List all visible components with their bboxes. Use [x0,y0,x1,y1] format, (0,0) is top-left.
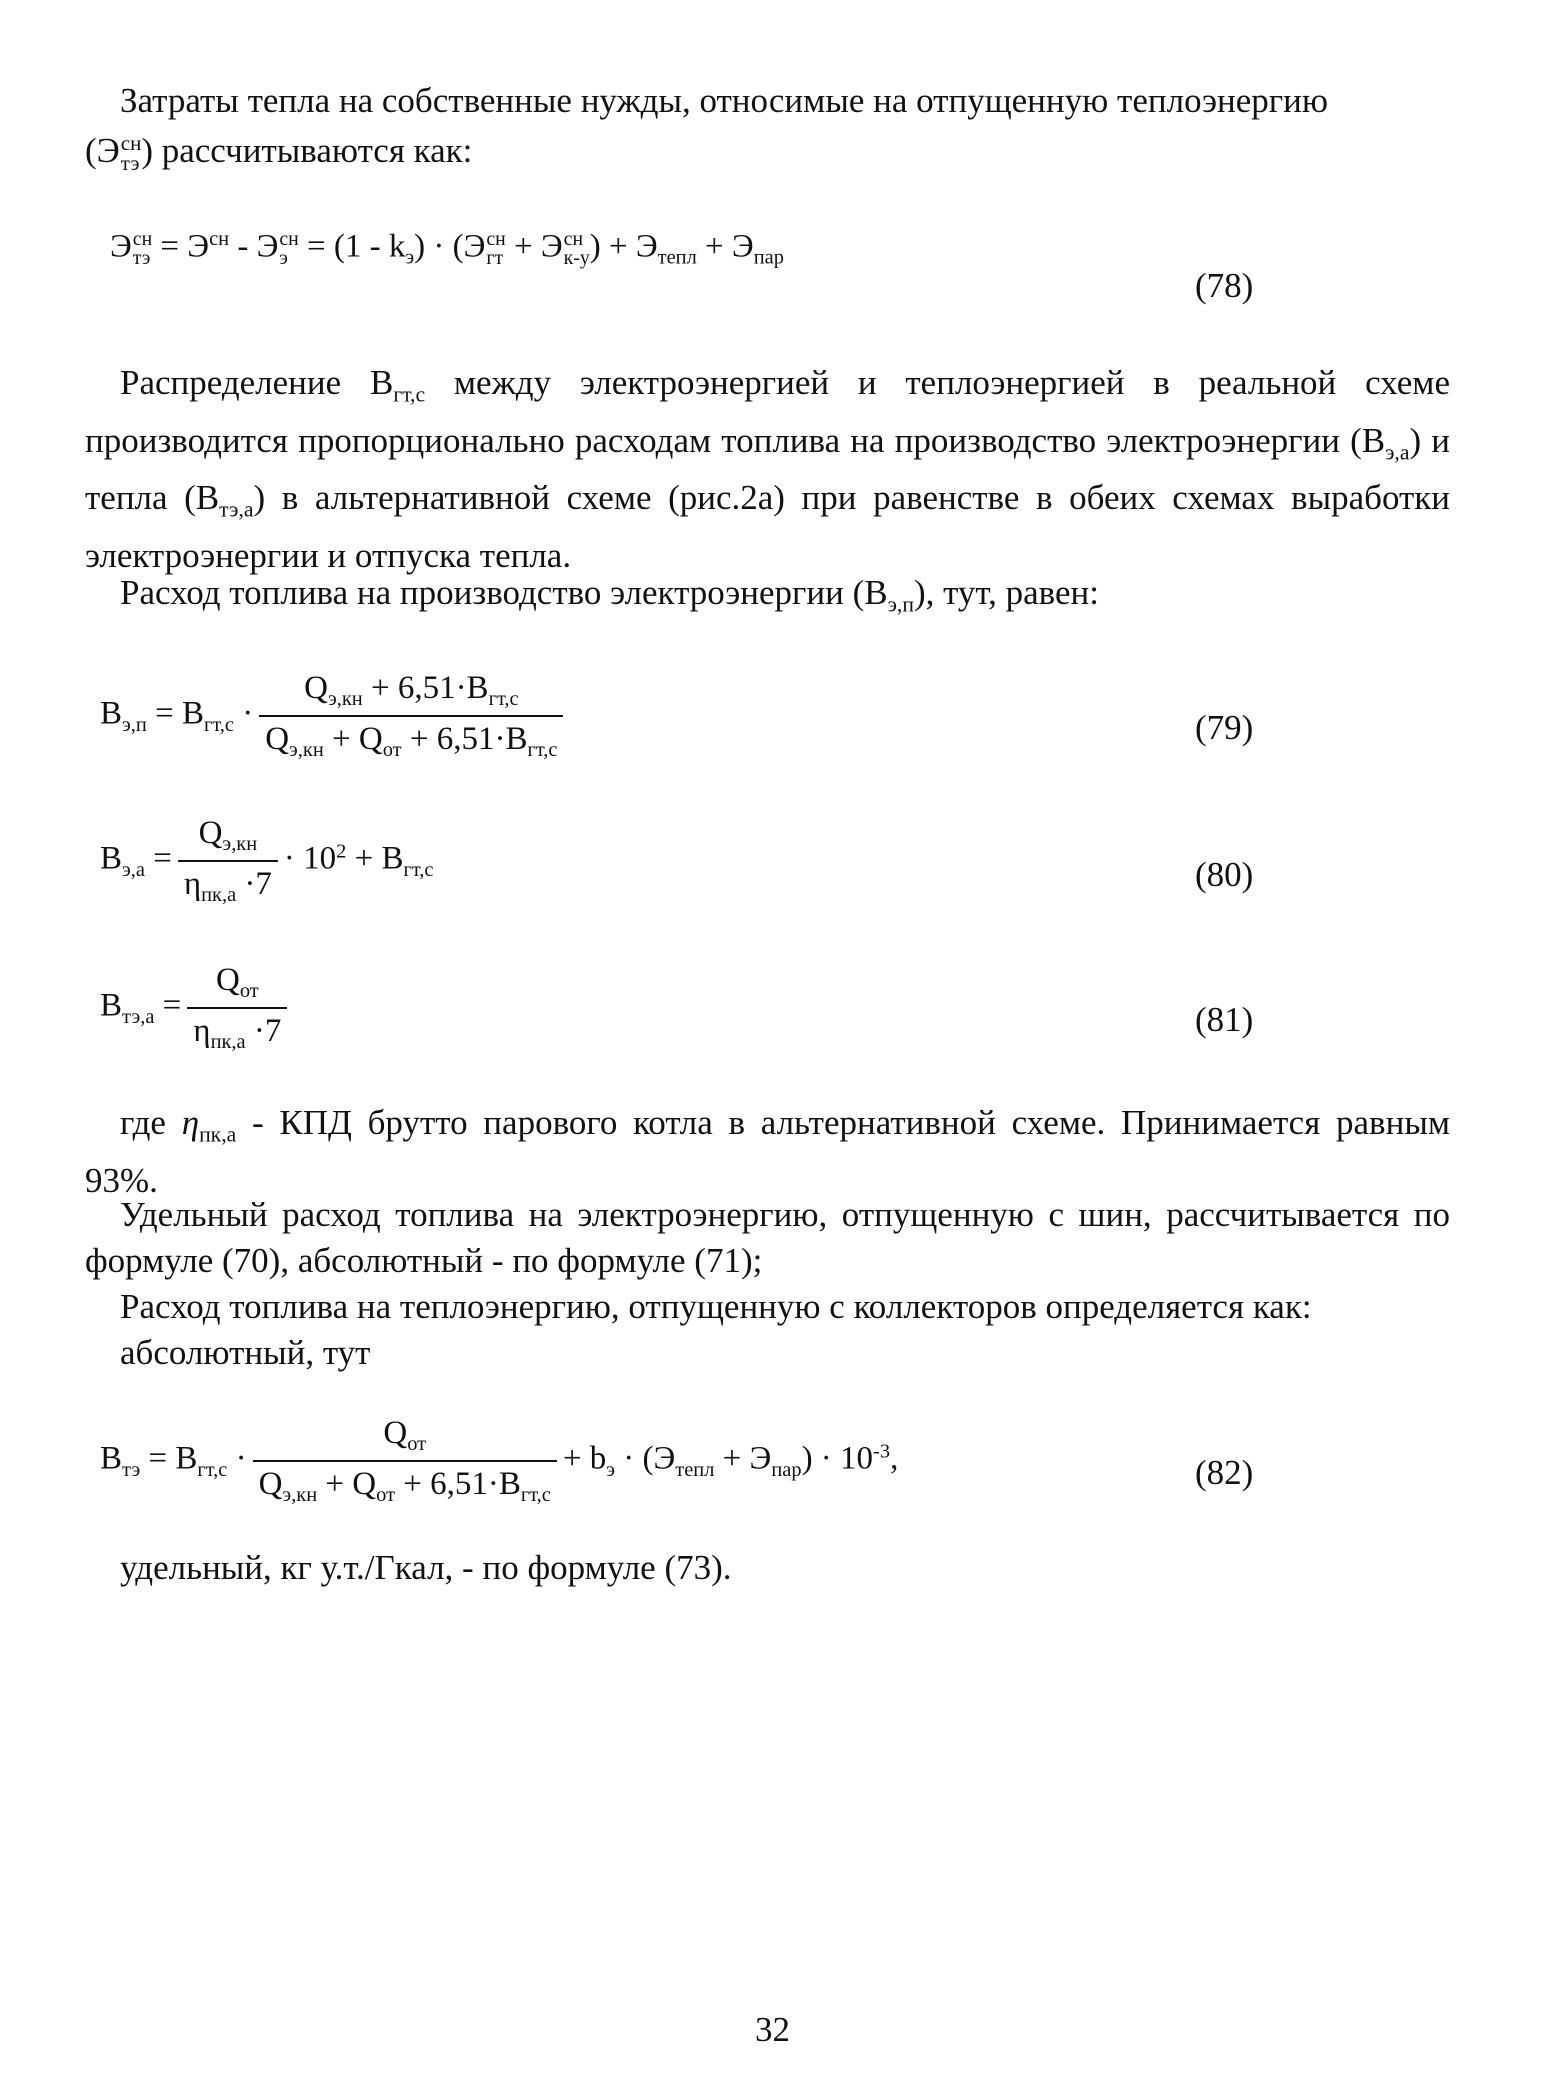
sub: от [239,980,259,1003]
fraction [253,1415,557,1507]
equation-number-80: (80) [1195,855,1254,894]
sub: пк,а [201,884,237,907]
sub: э,кн [327,688,363,711]
sub: пар [771,1458,802,1481]
sub: э,кн [289,739,324,762]
sym: + 6,51·В [401,721,528,758]
text: - КПД брутто парового котла в альтернативной схеме. Принимается равным 93%. [85,1103,1450,1200]
sub: тепл [675,1458,715,1481]
sym: + b [562,1440,607,1477]
sub: э,кн [222,833,258,856]
sub: тэ [122,1458,141,1481]
sym: + 6,51·В [395,1466,521,1503]
paragraph-specific-fuel [85,1192,1450,1284]
text: ) и тепла (В [85,420,1451,518]
sym: + Q [323,721,383,758]
paragraph-specific-heat: удельный, кг у.т./Гкал, - по формуле (73). [120,1548,732,1587]
text: Затраты тепла на собственные нужды, относимые на отпущенную теплоэнергию [120,81,1329,120]
denominator [178,862,278,907]
denominator [253,1462,557,1507]
equation-81 [100,962,293,1054]
equation-number-78: (78) [1195,266,1254,305]
sym: В [100,1440,123,1477]
sym: Q [265,721,290,758]
sym: ) · 10 [801,1440,874,1477]
equation-82 [100,1415,898,1507]
sub: гт,с [393,382,426,407]
sym: + Э [505,228,563,265]
sub: гт,с [488,688,519,711]
sub: пар [753,246,784,269]
sym: · 10 [283,840,337,877]
text: где [120,1103,182,1142]
text: Э [96,131,120,170]
eta-symbol: η [181,1103,200,1142]
paragraph-heat-costs [85,78,1450,124]
sym: , [890,1440,899,1477]
sym: В [100,987,123,1024]
sub: э,п [887,592,914,617]
sub: э,п [122,713,147,736]
numerator [178,815,278,862]
sub: э [606,1458,616,1481]
sym: Q [215,962,240,998]
text: Удельный расход топлива на электроэнергию, отпущенную с шин, рассчитывается по формуле (70), абсолютный - по формуле (71); [85,1195,1450,1280]
sub: от [376,1484,396,1507]
supsub [120,131,142,175]
text: между электроэнергией и теплоэнергией в реальной схеме производится пропорционально расходам топлива на производство электроэнергии (В [85,363,1450,460]
fraction [187,962,287,1054]
equation-80 [100,815,433,907]
text: Расход топлива на производство электроэнергии (В [120,573,888,612]
paragraph-heat-costs-line2 [85,128,1450,174]
sup: 2 [336,840,347,863]
sup: сн [486,227,506,250]
sym: В [100,840,123,877]
page-number: 32 [755,2010,790,2049]
text: ( [85,131,97,170]
equation-number-79: (79) [1195,708,1254,747]
sym: = (1 - k [298,228,406,265]
sym: = Э [152,228,210,265]
sym: · [227,1440,247,1477]
equation-79 [100,670,569,762]
text: ) рассчитываются как: [141,131,473,170]
sym: Q [198,815,223,851]
sym: + Q [317,1466,377,1503]
numerator [187,962,287,1009]
supsub [486,227,506,269]
sym: ·7 [245,1013,282,1050]
sub: пк,а [199,1122,237,1147]
sub: э [405,246,415,269]
sub: гт,с [403,858,434,881]
sym: + 6,51·В [362,670,489,706]
sup: сн [279,227,299,250]
sub: э,кн [282,1484,318,1507]
sub: тепл [657,246,697,269]
sym: + Э [696,228,754,265]
sym: = В [140,1440,198,1477]
equation-number-82: (82) [1195,1453,1254,1492]
sub: гт,с [203,713,234,736]
sym: η [183,866,202,903]
sym: ) · (Э [414,228,486,265]
sub: э,а [122,858,145,881]
sym: Q [304,670,328,706]
paragraph-heat-fuel-line2: абсолютный, тут [120,1333,371,1372]
sup: сн [132,227,153,250]
text: Распределение В [120,363,394,402]
text: ) в альтернативной схеме (рис.2а) при равенстве в обеих схемах выработки электроэнергии и отпуска тепла. [85,478,1451,575]
sym: + В [346,840,404,877]
sym: · [233,695,254,732]
equation-78 [110,228,784,269]
sym: = [144,840,172,877]
sym: ) + Э [589,228,658,265]
sub: от [382,739,402,762]
sub: тэ,а [122,1005,155,1028]
fraction [259,670,563,762]
fraction [178,815,278,907]
denominator [259,717,563,762]
sym: = В [146,695,204,732]
denominator [187,1009,287,1054]
paragraph-heat-fuel-line1: Расход топлива на теплоэнергию, отпущенную с коллекторов определяется как: [120,1287,1312,1326]
sub: пк,а [210,1031,246,1054]
sym: Э [110,228,132,265]
sub: от [407,1433,427,1456]
numerator [259,670,563,717]
sym: Q [383,1415,408,1451]
sub: гт,с [527,739,558,762]
sup: -3 [873,1440,891,1463]
sub: к-у [563,246,590,269]
numerator [253,1415,557,1462]
sub: э,а [1385,440,1410,465]
sub: гт,с [197,1458,228,1481]
sym: · (Э [615,1440,676,1477]
sup: сн [209,228,230,250]
sub: гт,с [520,1484,551,1507]
text: ), тут, равен: [913,573,1099,612]
sup: сн [120,131,142,156]
sym: Q [258,1466,283,1503]
sub: гт [486,246,504,269]
sub: тэ [132,246,151,269]
sup: сн [563,227,584,250]
paragraph-distribution [85,360,1450,579]
sub: э [279,246,288,269]
sub: тэ [120,150,140,175]
supsub [563,227,590,269]
sym: = [154,987,182,1024]
sym: ·7 [236,866,272,903]
sym: η [193,1013,211,1050]
supsub [132,227,153,269]
paragraph-efficiency [85,1100,1450,1204]
supsub [279,227,299,269]
sub: тэ,а [219,497,254,522]
sym: - Э [229,228,279,265]
sym: В [100,695,123,732]
paragraph-fuel-electricity [85,570,1450,628]
sym: + Э [714,1440,772,1477]
equation-number-81: (81) [1195,1000,1254,1039]
